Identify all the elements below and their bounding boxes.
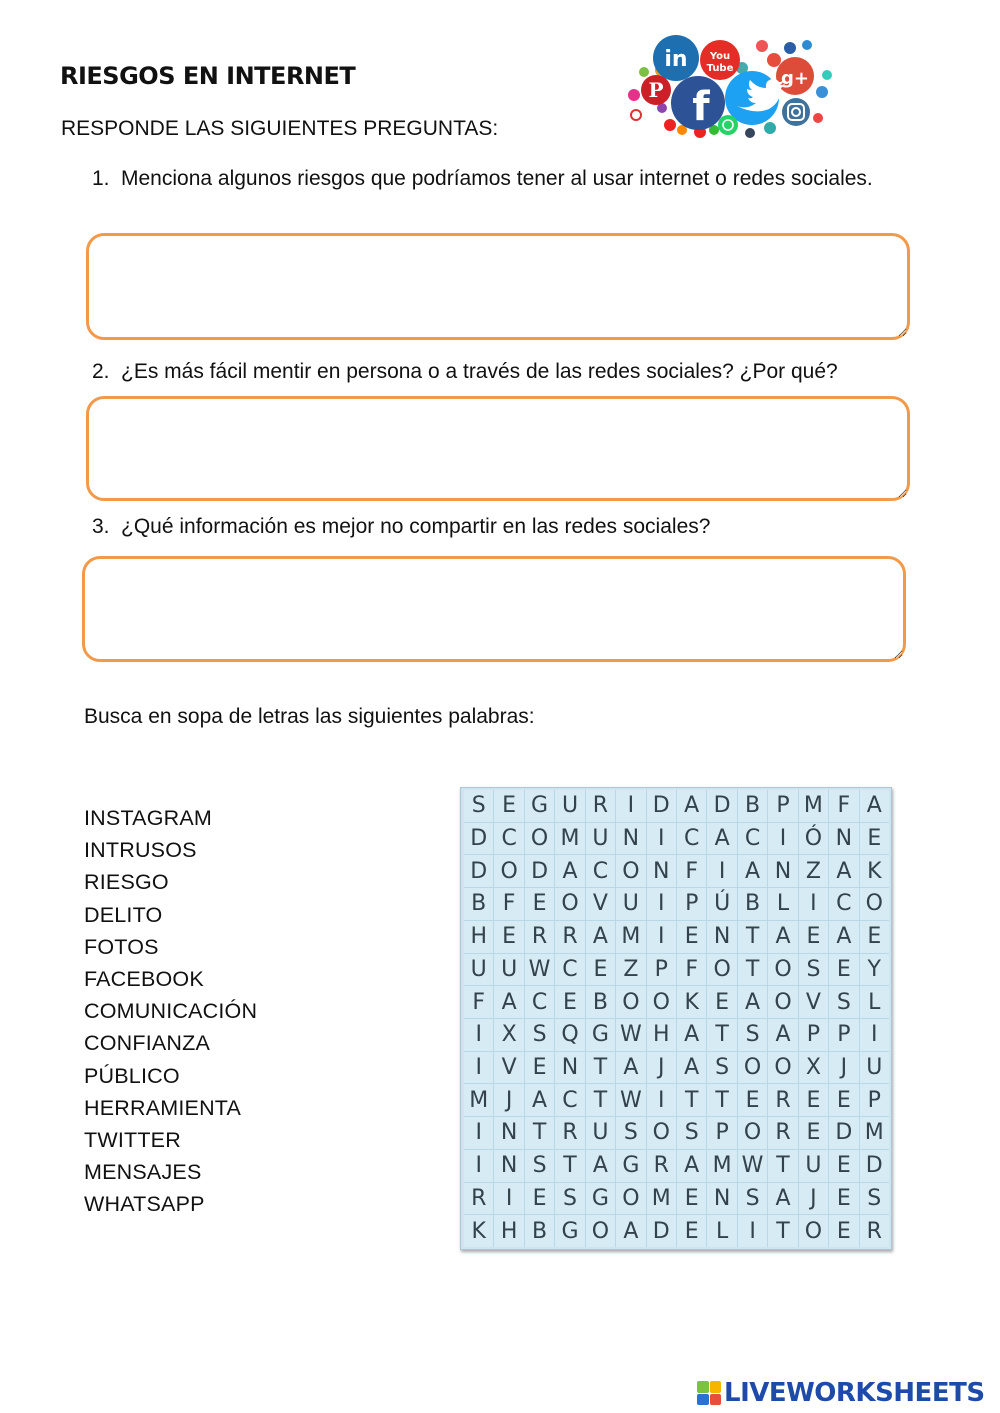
grid-letter[interactable]: S bbox=[738, 1019, 767, 1051]
grid-letter[interactable]: E bbox=[494, 921, 523, 953]
grid-letter[interactable]: E bbox=[799, 1117, 828, 1149]
grid-letter[interactable]: D bbox=[829, 1117, 858, 1149]
grid-letter[interactable]: C bbox=[555, 954, 584, 986]
grid-letter[interactable]: E bbox=[829, 1150, 858, 1182]
grid-letter[interactable]: B bbox=[586, 986, 615, 1018]
grid-letter[interactable]: U bbox=[586, 1117, 615, 1149]
grid-letter[interactable]: S bbox=[464, 790, 493, 822]
grid-letter[interactable]: T bbox=[738, 921, 767, 953]
grid-letter[interactable]: E bbox=[525, 1052, 554, 1084]
grid-letter[interactable]: I bbox=[464, 1052, 493, 1084]
grid-letter[interactable]: P bbox=[799, 1019, 828, 1051]
question-text: ¿Qué información es mejor no compartir en las redes sociales? bbox=[121, 515, 711, 538]
grid-letter[interactable]: S bbox=[738, 1183, 767, 1215]
grid-letter[interactable]: V bbox=[586, 888, 615, 920]
grid-letter[interactable]: I bbox=[647, 823, 676, 855]
grid-letter[interactable]: M bbox=[799, 790, 828, 822]
grid-letter[interactable]: R bbox=[464, 1183, 493, 1215]
grid-letter[interactable]: A bbox=[829, 921, 858, 953]
grid-letter[interactable]: C bbox=[555, 1084, 584, 1116]
grid-letter[interactable]: F bbox=[829, 790, 858, 822]
grid-letter[interactable]: R bbox=[555, 1117, 584, 1149]
word-list-item: PÚBLICO bbox=[84, 1063, 180, 1088]
grid-letter[interactable]: A bbox=[677, 1052, 706, 1084]
grid-letter[interactable]: L bbox=[707, 1215, 736, 1247]
question-number: 3. bbox=[92, 515, 110, 538]
word-list-item: INTRUSOS bbox=[84, 838, 197, 863]
grid-letter[interactable]: N bbox=[768, 855, 797, 887]
grid-letter[interactable]: X bbox=[799, 1052, 828, 1084]
grid-letter[interactable]: E bbox=[860, 921, 889, 953]
grid-letter[interactable]: T bbox=[555, 1150, 584, 1182]
word-list-item: FACEBOOK bbox=[84, 967, 204, 992]
grid-letter[interactable]: A bbox=[768, 1183, 797, 1215]
brand-name: LIVEWORKSHEETS bbox=[724, 1378, 985, 1408]
grid-letter[interactable]: A bbox=[525, 1084, 554, 1116]
grid-letter[interactable]: O bbox=[647, 1117, 676, 1149]
grid-letter[interactable]: M bbox=[707, 1150, 736, 1182]
grid-letter[interactable]: R bbox=[768, 1084, 797, 1116]
grid-letter[interactable]: S bbox=[707, 1052, 736, 1084]
grid-letter[interactable]: K bbox=[677, 986, 706, 1018]
word-list-item: RIESGO bbox=[84, 870, 169, 895]
grid-letter[interactable]: M bbox=[555, 823, 584, 855]
grid-letter[interactable]: I bbox=[647, 888, 676, 920]
grid-letter[interactable]: B bbox=[464, 888, 493, 920]
grid-letter[interactable]: S bbox=[860, 1183, 889, 1215]
whatsapp-icon bbox=[718, 115, 738, 135]
grid-letter[interactable]: O bbox=[768, 986, 797, 1018]
grid-letter[interactable]: U bbox=[494, 954, 523, 986]
grid-letter[interactable]: R bbox=[555, 921, 584, 953]
grid-letter[interactable]: D bbox=[707, 790, 736, 822]
grid-letter[interactable]: J bbox=[799, 1183, 828, 1215]
grid-letter[interactable]: S bbox=[616, 1117, 645, 1149]
grid-letter[interactable]: V bbox=[799, 986, 828, 1018]
grid-letter[interactable]: E bbox=[677, 1215, 706, 1247]
grid-letter[interactable]: E bbox=[829, 954, 858, 986]
grid-letter[interactable]: E bbox=[860, 823, 889, 855]
grid-letter[interactable]: W bbox=[525, 954, 554, 986]
grid-letter[interactable]: N bbox=[555, 1052, 584, 1084]
svg-text:in: in bbox=[664, 47, 688, 72]
grid-letter[interactable]: T bbox=[707, 1084, 736, 1116]
grid-letter[interactable]: T bbox=[586, 1084, 615, 1116]
grid-letter[interactable]: M bbox=[647, 1183, 676, 1215]
grid-letter[interactable]: R bbox=[768, 1117, 797, 1149]
grid-letter[interactable]: E bbox=[799, 1084, 828, 1116]
liveworksheets-logo bbox=[697, 1378, 985, 1408]
grid-letter[interactable]: G bbox=[525, 790, 554, 822]
grid-letter[interactable]: M bbox=[860, 1117, 889, 1149]
grid-letter[interactable]: C bbox=[677, 823, 706, 855]
grid-letter[interactable]: P bbox=[860, 1084, 889, 1116]
page-title: RIESGOS EN INTERNET bbox=[60, 62, 356, 90]
grid-letter[interactable]: E bbox=[525, 1183, 554, 1215]
grid-letter[interactable]: H bbox=[494, 1215, 523, 1247]
grid-letter[interactable]: A bbox=[768, 1019, 797, 1051]
word-list-item: HERRAMIENTA bbox=[84, 1095, 242, 1120]
word-list-item: COMUNICACIÓN bbox=[84, 999, 258, 1024]
answer-box-1[interactable] bbox=[86, 233, 910, 340]
grid-letter[interactable]: O bbox=[616, 986, 645, 1018]
grid-letter[interactable]: N bbox=[494, 1117, 523, 1149]
grid-letter[interactable]: N bbox=[494, 1150, 523, 1182]
grid-letter[interactable]: N bbox=[829, 823, 858, 855]
grid-letter[interactable]: U bbox=[799, 1150, 828, 1182]
grid-letter[interactable]: E bbox=[707, 986, 736, 1018]
grid-letter[interactable]: E bbox=[677, 921, 706, 953]
grid-letter[interactable]: C bbox=[829, 888, 858, 920]
grid-letter[interactable]: C bbox=[738, 823, 767, 855]
grid-letter[interactable]: A bbox=[616, 1215, 645, 1247]
grid-letter[interactable]: A bbox=[738, 855, 767, 887]
grid-letter[interactable]: F bbox=[677, 954, 706, 986]
grid-letter[interactable]: S bbox=[525, 1019, 554, 1051]
word-list-item: DELITO bbox=[84, 902, 163, 927]
grid-letter[interactable]: Ó bbox=[799, 823, 828, 855]
grid-letter[interactable]: E bbox=[555, 986, 584, 1018]
grid-letter[interactable]: R bbox=[647, 1150, 676, 1182]
grid-letter[interactable]: D bbox=[464, 855, 493, 887]
svg-text:g+: g+ bbox=[781, 68, 809, 89]
grid-letter[interactable]: F bbox=[494, 888, 523, 920]
grid-letter[interactable]: A bbox=[677, 790, 706, 822]
grid-letter[interactable]: Ú bbox=[707, 888, 736, 920]
grid-letter[interactable]: B bbox=[738, 790, 767, 822]
grid-letter[interactable]: T bbox=[707, 1019, 736, 1051]
grid-letter[interactable]: A bbox=[768, 921, 797, 953]
grid-letter[interactable]: E bbox=[494, 790, 523, 822]
grid-letter[interactable]: C bbox=[525, 986, 554, 1018]
grid-letter[interactable]: I bbox=[616, 790, 645, 822]
grid-letter[interactable]: D bbox=[647, 1215, 676, 1247]
grid-letter[interactable]: T bbox=[677, 1084, 706, 1116]
question-2 bbox=[92, 356, 941, 387]
grid-letter[interactable]: T bbox=[768, 1215, 797, 1247]
grid-letter[interactable]: K bbox=[464, 1215, 493, 1247]
grid-letter[interactable]: O bbox=[616, 1183, 645, 1215]
grid-letter[interactable]: E bbox=[829, 1084, 858, 1116]
grid-letter[interactable]: M bbox=[464, 1084, 493, 1116]
question-text: Menciona algunos riesgos que podríamos tener al usar internet o redes sociales. bbox=[121, 167, 873, 190]
grid-letter[interactable]: V bbox=[494, 1052, 523, 1084]
grid-letter[interactable]: P bbox=[677, 888, 706, 920]
grid-letter[interactable]: B bbox=[738, 888, 767, 920]
grid-letter[interactable]: J bbox=[494, 1084, 523, 1116]
question-text: ¿Es más fácil mentir en persona o a través de las redes sociales? ¿Por qué? bbox=[121, 360, 838, 383]
grid-letter[interactable]: M bbox=[616, 921, 645, 953]
grid-letter[interactable]: A bbox=[677, 1019, 706, 1051]
grid-letter[interactable]: S bbox=[799, 954, 828, 986]
grid-letter[interactable]: L bbox=[768, 888, 797, 920]
grid-letter[interactable]: O bbox=[494, 855, 523, 887]
grid-letter[interactable]: F bbox=[677, 855, 706, 887]
grid-letter[interactable]: O bbox=[799, 1215, 828, 1247]
grid-letter[interactable]: N bbox=[616, 823, 645, 855]
grid-letter[interactable]: G bbox=[555, 1215, 584, 1247]
grid-letter[interactable]: G bbox=[586, 1183, 615, 1215]
grid-letter[interactable]: P bbox=[707, 1117, 736, 1149]
grid-letter[interactable]: U bbox=[464, 954, 493, 986]
grid-letter[interactable]: A bbox=[616, 1052, 645, 1084]
social-media-logos-image bbox=[622, 30, 842, 142]
grid-letter[interactable]: H bbox=[647, 1019, 676, 1051]
word-list-item: WHATSAPP bbox=[84, 1192, 205, 1217]
grid-letter[interactable]: E bbox=[738, 1084, 767, 1116]
grid-letter[interactable]: D bbox=[860, 1150, 889, 1182]
grid-letter[interactable]: T bbox=[586, 1052, 615, 1084]
word-search-instruction: Busca en sopa de letras las siguientes palabras: bbox=[84, 705, 535, 728]
svg-text:You: You bbox=[709, 51, 731, 62]
grid-letter[interactable]: A bbox=[677, 1150, 706, 1182]
grid-letter[interactable]: N bbox=[707, 921, 736, 953]
question-number: 1. bbox=[92, 167, 110, 190]
grid-letter[interactable]: I bbox=[647, 1084, 676, 1116]
grid-letter[interactable]: G bbox=[586, 1019, 615, 1051]
grid-letter[interactable]: I bbox=[494, 1183, 523, 1215]
word-list-item: TWITTER bbox=[84, 1128, 181, 1153]
grid-letter[interactable]: B bbox=[525, 1215, 554, 1247]
grid-letter[interactable]: I bbox=[464, 1019, 493, 1051]
grid-letter[interactable]: D bbox=[525, 855, 554, 887]
grid-letter[interactable]: Z bbox=[799, 855, 828, 887]
grid-letter[interactable]: I bbox=[738, 1215, 767, 1247]
word-list-item: MENSAJES bbox=[84, 1160, 202, 1185]
question-1 bbox=[92, 163, 891, 194]
grid-letter[interactable]: H bbox=[464, 921, 493, 953]
grid-letter[interactable]: S bbox=[677, 1117, 706, 1149]
grid-letter[interactable]: A bbox=[586, 1150, 615, 1182]
question-3 bbox=[92, 511, 891, 542]
grid-letter[interactable]: J bbox=[647, 1052, 676, 1084]
grid-letter[interactable]: W bbox=[616, 1084, 645, 1116]
word-list bbox=[84, 802, 257, 1221]
grid-letter[interactable]: U bbox=[616, 888, 645, 920]
grid-letter[interactable]: R bbox=[525, 921, 554, 953]
grid-letter[interactable]: P bbox=[829, 1019, 858, 1051]
grid-letter[interactable]: O bbox=[768, 1052, 797, 1084]
grid-letter[interactable]: D bbox=[464, 823, 493, 855]
grid-letter[interactable]: Z bbox=[616, 954, 645, 986]
grid-letter[interactable]: I bbox=[799, 888, 828, 920]
grid-letter[interactable]: T bbox=[738, 954, 767, 986]
grid-letter[interactable]: U bbox=[860, 1052, 889, 1084]
grid-letter[interactable]: F bbox=[464, 986, 493, 1018]
answer-box-2[interactable] bbox=[86, 396, 910, 501]
grid-letter[interactable]: O bbox=[768, 954, 797, 986]
instructions-heading: RESPONDE LAS SIGUIENTES PREGUNTAS: bbox=[61, 117, 499, 140]
grid-letter[interactable]: A bbox=[494, 986, 523, 1018]
grid-letter[interactable]: O bbox=[707, 954, 736, 986]
grid-letter[interactable]: D bbox=[647, 790, 676, 822]
grid-letter[interactable]: T bbox=[768, 1150, 797, 1182]
grid-letter[interactable]: I bbox=[707, 855, 736, 887]
question-number: 2. bbox=[92, 360, 110, 383]
grid-letter[interactable]: T bbox=[525, 1117, 554, 1149]
svg-text:P: P bbox=[648, 78, 664, 102]
grid-letter[interactable]: I bbox=[647, 921, 676, 953]
word-list-item: INSTAGRAM bbox=[84, 806, 213, 830]
grid-letter[interactable]: G bbox=[616, 1150, 645, 1182]
grid-letter[interactable]: R bbox=[586, 790, 615, 822]
grid-letter[interactable]: L bbox=[860, 986, 889, 1018]
grid-letter[interactable]: P bbox=[768, 790, 797, 822]
svg-text:f: f bbox=[692, 84, 710, 130]
grid-letter[interactable]: W bbox=[738, 1150, 767, 1182]
grid-letter[interactable]: O bbox=[738, 1052, 767, 1084]
grid-letter[interactable]: N bbox=[647, 855, 676, 887]
grid-letter[interactable]: A bbox=[707, 823, 736, 855]
grid-letter[interactable]: E bbox=[525, 888, 554, 920]
grid-letter[interactable]: E bbox=[829, 1215, 858, 1247]
grid-letter[interactable]: E bbox=[677, 1183, 706, 1215]
grid-letter[interactable]: I bbox=[464, 1150, 493, 1182]
grid-letter[interactable]: S bbox=[525, 1150, 554, 1182]
grid-letter[interactable]: A bbox=[829, 855, 858, 887]
word-search-puzzle bbox=[460, 787, 892, 1250]
grid-letter[interactable]: J bbox=[829, 1052, 858, 1084]
grid-letter[interactable]: I bbox=[464, 1117, 493, 1149]
answer-box-3[interactable] bbox=[82, 556, 906, 662]
grid-letter[interactable]: E bbox=[799, 921, 828, 953]
grid-letter[interactable]: A bbox=[738, 986, 767, 1018]
grid-letter[interactable]: O bbox=[738, 1117, 767, 1149]
grid-letter[interactable]: I bbox=[768, 823, 797, 855]
grid-letter[interactable]: A bbox=[586, 921, 615, 953]
grid-letter[interactable]: X bbox=[494, 1019, 523, 1051]
svg-text:Tube: Tube bbox=[706, 63, 734, 74]
grid-letter[interactable]: C bbox=[494, 823, 523, 855]
grid-letter[interactable]: O bbox=[555, 888, 584, 920]
grid-letter[interactable]: S bbox=[555, 1183, 584, 1215]
grid-letter[interactable]: O bbox=[647, 986, 676, 1018]
grid-letter[interactable]: O bbox=[860, 888, 889, 920]
grid-letter[interactable]: A bbox=[555, 855, 584, 887]
grid-letter[interactable]: Y bbox=[860, 954, 889, 986]
grid-letter[interactable]: A bbox=[860, 790, 889, 822]
grid-letter[interactable]: E bbox=[586, 954, 615, 986]
grid-letter[interactable]: R bbox=[860, 1215, 889, 1247]
grid-letter[interactable]: N bbox=[707, 1183, 736, 1215]
grid-letter[interactable]: W bbox=[616, 1019, 645, 1051]
word-list-item: FOTOS bbox=[84, 934, 159, 959]
grid-letter[interactable]: U bbox=[586, 823, 615, 855]
grid-letter[interactable]: C bbox=[586, 855, 615, 887]
grid-letter[interactable]: E bbox=[829, 1183, 858, 1215]
grid-letter[interactable]: S bbox=[829, 986, 858, 1018]
grid-letter[interactable]: U bbox=[555, 790, 584, 822]
instagram-icon bbox=[782, 98, 810, 126]
word-list-item: CONFIANZA bbox=[84, 1031, 211, 1056]
word-search-grid bbox=[464, 790, 889, 1247]
grid-letter[interactable]: O bbox=[586, 1215, 615, 1247]
grid-letter[interactable]: P bbox=[647, 954, 676, 986]
grid-letter[interactable]: Q bbox=[555, 1019, 584, 1051]
grid-letter[interactable]: K bbox=[860, 855, 889, 887]
grid-letter[interactable]: I bbox=[860, 1019, 889, 1051]
liveworksheets-mark-icon bbox=[697, 1381, 721, 1405]
grid-letter[interactable]: O bbox=[525, 823, 554, 855]
grid-letter[interactable]: O bbox=[616, 855, 645, 887]
